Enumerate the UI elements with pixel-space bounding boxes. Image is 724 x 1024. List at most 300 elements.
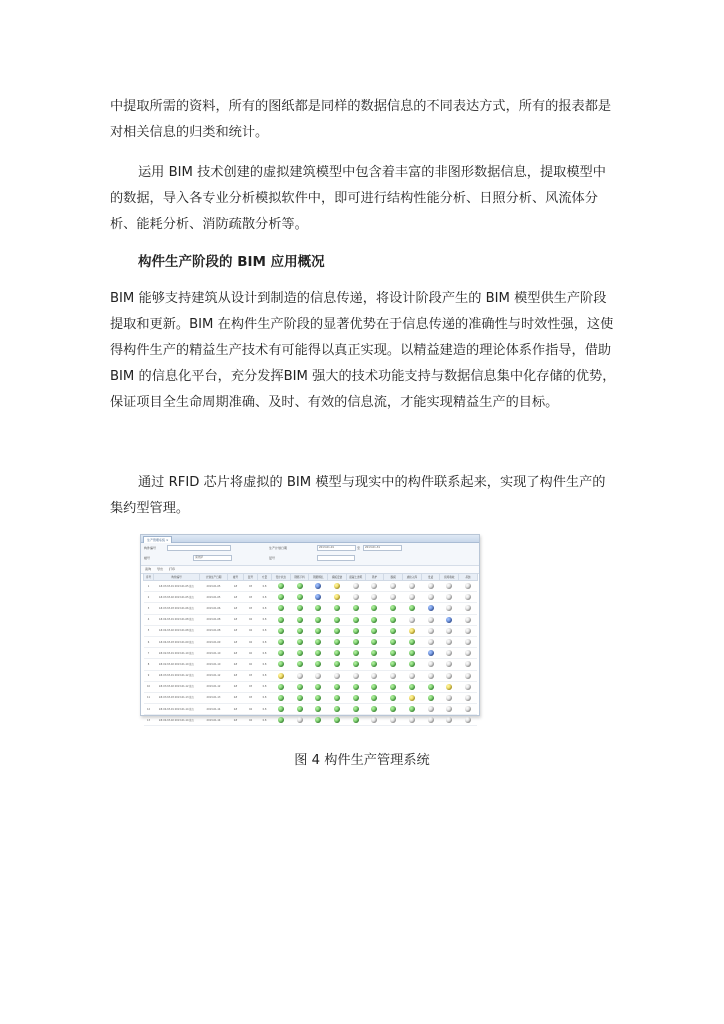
export-button[interactable]: 导出 [157,567,164,571]
status-dot-icon[interactable] [278,695,284,701]
status-dot-icon[interactable] [390,695,396,701]
cell-status [290,592,309,603]
cell-no: 9 [144,670,154,681]
cell-status [459,581,478,592]
cell-status [290,581,309,592]
table-row[interactable] [144,581,478,592]
status-dot-icon[interactable] [297,639,303,645]
table-row[interactable] [144,592,478,603]
status-dot-icon[interactable] [371,650,377,656]
status-dot-icon[interactable] [334,650,340,656]
cell-status [384,692,403,703]
status-dot-icon[interactable] [334,661,340,667]
status-dot-icon[interactable] [446,628,452,634]
cell-no: 8 [144,659,154,670]
status-dot-icon[interactable] [371,706,377,712]
cell-bldg: 1# [228,603,244,614]
cell-vol: 0.8 [258,704,272,715]
status-dot-icon[interactable] [446,684,452,690]
status-dot-icon[interactable] [390,583,396,589]
cell-code: 2#-02-YZ-02 2013-01-10 批次 [154,659,200,670]
cell-status [309,681,328,692]
status-dot-icon[interactable] [353,695,359,701]
status-dot-icon[interactable] [465,628,471,634]
column-header[interactable]: 到场验收 [440,574,459,581]
status-dot-icon[interactable] [390,617,396,623]
cell-status [272,614,291,625]
status-dot-icon[interactable] [409,639,415,645]
cell-status [384,581,403,592]
status-dot-icon[interactable] [428,695,434,701]
status-dot-icon[interactable] [353,617,359,623]
status-dot-icon[interactable] [390,673,396,679]
column-header[interactable]: 发货 [421,574,440,581]
cell-floor: 04 [244,614,258,625]
status-dot-icon[interactable] [428,706,434,712]
cell-date: 2013-01-05 [200,592,228,603]
status-dot-icon[interactable] [371,617,377,623]
cell-no: 12 [144,704,154,715]
column-header[interactable]: 钢筋下料 [290,574,309,581]
status-dot-icon[interactable] [428,583,434,589]
cell-status [272,659,291,670]
cell-status [403,704,422,715]
cell-status [309,625,328,636]
column-header[interactable]: 养护 [365,574,384,581]
cell-status [309,648,328,659]
status-dot-icon[interactable] [297,650,303,656]
status-dot-icon[interactable] [446,717,452,723]
cell-status [421,704,440,715]
status-dot-icon[interactable] [278,650,284,656]
column-header[interactable]: 脱模 [384,574,403,581]
status-dot-icon[interactable] [465,639,471,645]
status-dot-icon[interactable] [334,684,340,690]
status-dot-icon[interactable] [371,684,377,690]
status-dot-icon[interactable] [428,673,434,679]
column-header[interactable]: 混凝土浇筑 [346,574,365,581]
status-dot-icon[interactable] [297,594,303,600]
cell-floor: 04 [244,625,258,636]
cell-status [309,715,328,726]
status-dot-icon[interactable] [334,717,340,723]
column-header[interactable]: 设计状态 [272,574,291,581]
status-dot-icon[interactable] [409,695,415,701]
status-dot-icon[interactable] [446,706,452,712]
cell-status [421,659,440,670]
cell-status [272,692,291,703]
cell-status [346,581,365,592]
status-dot-icon[interactable] [297,695,303,701]
cell-status [272,648,291,659]
table-row[interactable] [144,625,478,636]
status-dot-icon[interactable] [278,673,284,679]
cell-status [309,659,328,670]
cell-vol: 0.8 [258,625,272,636]
cell-status [403,715,422,726]
status-dot-icon[interactable] [278,684,284,690]
cell-status [421,715,440,726]
column-header[interactable]: 序号 [144,574,154,581]
table-row[interactable] [144,715,478,726]
table-row[interactable] [144,670,478,681]
cell-date: 2013-01-12 [200,681,228,692]
status-dot-icon[interactable] [371,605,377,611]
status-dot-icon[interactable] [409,661,415,667]
cell-no: 5 [144,625,154,636]
figure-caption: 图 4 构件生产管理系统 [294,753,430,768]
table-row[interactable] [144,603,478,614]
cell-code: 2#-03-YZ-01 2013-01-12 批次 [154,670,200,681]
status-dot-icon[interactable] [446,639,452,645]
cell-status [440,614,459,625]
cell-status [440,715,459,726]
status-dot-icon[interactable] [371,717,377,723]
status-dot-icon[interactable] [315,617,321,623]
cell-status [290,715,309,726]
cell-status [421,681,440,692]
cell-status [365,670,384,681]
cell-status [328,603,347,614]
cell-status [440,659,459,670]
status-dot-icon[interactable] [428,717,434,723]
cell-status [403,581,422,592]
cell-status [328,648,347,659]
cell-status [421,625,440,636]
column-header[interactable]: 楼号 [228,574,244,581]
status-dot-icon[interactable] [315,594,321,600]
status-dot-icon[interactable] [409,717,415,723]
paragraph-1: 中提取所需的资料，所有的图纸都是同样的数据信息的不同表达方式，所有的报表都是对相关信息的归类和统计。 [110,99,612,140]
cell-status [290,603,309,614]
cell-status [421,692,440,703]
status-dot-icon[interactable] [465,594,471,600]
status-dot-icon[interactable] [371,583,377,589]
status-dot-icon[interactable] [315,717,321,723]
cell-status [384,648,403,659]
cell-status [290,625,309,636]
status-dot-icon[interactable] [353,661,359,667]
cell-status [403,625,422,636]
status-dot-icon[interactable] [297,717,303,723]
status-dot-icon[interactable] [428,650,434,656]
table-row[interactable] [144,692,478,703]
cell-status [440,636,459,647]
cell-floor: 03 [244,681,258,692]
code-input[interactable] [167,545,231,551]
status-dot-icon[interactable] [278,628,284,634]
cell-floor: 03 [244,581,258,592]
status-dot-icon[interactable] [409,650,415,656]
status-dot-icon[interactable] [390,717,396,723]
status-dot-icon[interactable] [315,661,321,667]
cell-status [459,636,478,647]
cell-vol: 0.8 [258,603,272,614]
status-dot-icon[interactable] [297,661,303,667]
status-dot-icon[interactable] [371,695,377,701]
status-dot-icon[interactable] [465,673,471,679]
cell-bldg: 1# [228,636,244,647]
cell-no: 10 [144,681,154,692]
status-dot-icon[interactable] [353,594,359,600]
status-dot-icon[interactable] [465,706,471,712]
filter-panel [141,543,479,566]
status-dot-icon[interactable] [278,583,284,589]
status-dot-icon[interactable] [315,706,321,712]
status-dot-icon[interactable] [409,706,415,712]
cell-status [365,648,384,659]
status-dot-icon[interactable] [390,706,396,712]
cell-status [384,614,403,625]
print-button[interactable]: 打印 [169,567,176,571]
status-dot-icon[interactable] [353,706,359,712]
cell-status [365,614,384,625]
cell-status [328,670,347,681]
cell-status [346,592,365,603]
status-dot-icon[interactable] [465,617,471,623]
date-to-input[interactable]: 2013-01-31 [363,545,402,551]
cell-status [272,636,291,647]
status-dot-icon[interactable] [315,695,321,701]
cell-vol: 0.8 [258,648,272,659]
cell-status [421,670,440,681]
cell-status [421,614,440,625]
cell-status [309,592,328,603]
cell-bldg: 1# [228,614,244,625]
status-dot-icon[interactable] [371,639,377,645]
status-dot-icon[interactable] [353,639,359,645]
status-dot-icon[interactable] [428,639,434,645]
column-header[interactable]: 钢筋绑扎 [309,574,328,581]
status-dot-icon[interactable] [278,661,284,667]
cell-no: 3 [144,603,154,614]
cell-bldg: 2# [228,648,244,659]
cell-code: 2#-03-YZ-03 2013-01-13 批次 [154,692,200,703]
cell-status [346,692,365,703]
status-dot-icon[interactable] [446,673,452,679]
status-dot-icon[interactable] [315,650,321,656]
status-dot-icon[interactable] [428,628,434,634]
status-dot-icon[interactable] [390,650,396,656]
status-dot-icon[interactable] [428,594,434,600]
date-from-input[interactable]: 2013-01-01 [317,545,356,551]
cell-status [328,625,347,636]
status-dot-icon[interactable] [278,617,284,623]
cell-date: 2013-01-14 [200,704,228,715]
cell-status [440,603,459,614]
status-dot-icon[interactable] [353,605,359,611]
status-dot-icon[interactable] [371,673,377,679]
status-dot-icon[interactable] [371,628,377,634]
column-header[interactable]: 模板安装 [328,574,347,581]
status-dot-icon[interactable] [297,706,303,712]
cell-status [309,603,328,614]
status-dot-icon[interactable] [315,684,321,690]
status-dot-icon[interactable] [334,583,340,589]
cell-code: 1#-04-YZ-02 2013-01-08 批次 [154,625,200,636]
status-dot-icon[interactable] [465,661,471,667]
cell-date: 2013-01-12 [200,670,228,681]
cell-status [309,581,328,592]
status-dot-icon[interactable] [390,661,396,667]
cell-code: 2#-04-YZ-02 2013-01-14 批次 [154,715,200,726]
status-dot-icon[interactable] [428,617,434,623]
cell-status [328,636,347,647]
status-dot-icon[interactable] [409,684,415,690]
cell-status [384,704,403,715]
status-dot-icon[interactable] [315,639,321,645]
status-dot-icon[interactable] [465,650,471,656]
status-dot-icon[interactable] [409,594,415,600]
floor-input[interactable] [317,555,355,561]
status-dot-icon[interactable] [446,695,452,701]
cell-bldg: 2# [228,704,244,715]
cell-status [365,636,384,647]
status-dot-icon[interactable] [353,650,359,656]
status-dot-icon[interactable] [371,594,377,600]
status-dot-icon[interactable] [446,617,452,623]
status-dot-icon[interactable] [446,583,452,589]
column-header[interactable]: 构件编号 [154,574,200,581]
status-dot-icon[interactable] [409,583,415,589]
status-dot-icon[interactable] [278,639,284,645]
cell-status [346,670,365,681]
cell-status [309,636,328,647]
cell-status [440,692,459,703]
section-heading: 构件生产阶段的 BIM 应用概况 [138,254,325,270]
status-dot-icon[interactable] [465,583,471,589]
status-dot-icon[interactable] [428,661,434,667]
status-dot-icon[interactable] [371,661,377,667]
status-dot-icon[interactable] [353,583,359,589]
status-dot-icon[interactable] [465,695,471,701]
status-dot-icon[interactable] [334,617,340,623]
status-dot-icon[interactable] [446,650,452,656]
query-button[interactable]: 查询 [145,567,152,571]
cell-status [309,614,328,625]
status-dot-icon[interactable] [390,605,396,611]
window-tab[interactable]: 生产管理系统 × [143,536,172,543]
column-header[interactable]: 层号 [244,574,258,581]
status-dot-icon[interactable] [315,583,321,589]
status-dot-icon[interactable] [390,594,396,600]
column-header[interactable]: 方量 [258,574,272,581]
production-grid [143,573,478,726]
status-dot-icon[interactable] [334,639,340,645]
building-select[interactable]: 请选择 [193,555,232,561]
table-row[interactable] [144,681,478,692]
table-row[interactable] [144,704,478,715]
status-dot-icon[interactable] [353,628,359,634]
status-dot-icon[interactable] [390,628,396,634]
cell-status [346,659,365,670]
status-dot-icon[interactable] [390,639,396,645]
status-dot-icon[interactable] [446,605,452,611]
column-header[interactable]: 计划生产日期 [200,574,228,581]
status-dot-icon[interactable] [297,617,303,623]
status-dot-icon[interactable] [297,684,303,690]
cell-date: 2013-01-08 [200,614,228,625]
table-row[interactable] [144,659,478,670]
status-dot-icon[interactable] [409,605,415,611]
cell-status [403,603,422,614]
cell-status [365,603,384,614]
cell-status [272,581,291,592]
cell-floor: 04 [244,704,258,715]
cell-date: 2013-01-08 [200,625,228,636]
cell-status [459,681,478,692]
status-dot-icon[interactable] [315,673,321,679]
cell-status [309,704,328,715]
status-dot-icon[interactable] [278,706,284,712]
date-separator: 至 [357,546,361,550]
table-row[interactable] [144,648,478,659]
table-row[interactable] [144,636,478,647]
status-dot-icon[interactable] [428,605,434,611]
cell-status [403,692,422,703]
column-header[interactable]: 质检入库 [403,574,422,581]
cell-bldg: 2# [228,670,244,681]
status-dot-icon[interactable] [334,605,340,611]
status-dot-icon[interactable] [465,717,471,723]
status-dot-icon[interactable] [409,628,415,634]
cell-status [459,625,478,636]
status-dot-icon[interactable] [315,605,321,611]
status-dot-icon[interactable] [278,594,284,600]
cell-date: 2013-01-10 [200,659,228,670]
cell-bldg: 2# [228,715,244,726]
status-dot-icon[interactable] [465,605,471,611]
status-dot-icon[interactable] [278,717,284,723]
cell-status [459,614,478,625]
status-dot-icon[interactable] [465,684,471,690]
cell-no: 13 [144,715,154,726]
status-dot-icon[interactable] [446,594,452,600]
cell-date: 2013-01-14 [200,715,228,726]
status-dot-icon[interactable] [315,628,321,634]
window-titlebar [141,535,479,543]
production-system-screenshot [140,534,480,722]
status-dot-icon[interactable] [353,684,359,690]
status-dot-icon[interactable] [278,605,284,611]
status-dot-icon[interactable] [334,673,340,679]
status-dot-icon[interactable] [390,684,396,690]
status-dot-icon[interactable] [297,628,303,634]
status-dot-icon[interactable] [446,661,452,667]
status-dot-icon[interactable] [428,684,434,690]
filter-label-building: 楼号 [144,556,151,560]
cell-status [459,704,478,715]
status-dot-icon[interactable] [334,706,340,712]
cell-status [459,692,478,703]
cell-no: 11 [144,692,154,703]
status-dot-icon[interactable] [334,594,340,600]
paragraph-4: 通过 RFID 芯片将虚拟的 BIM 模型与现实中的构件联系起来，实现了构件生产的集约型管理。 [110,475,606,516]
status-dot-icon[interactable] [353,673,359,679]
status-dot-icon[interactable] [334,628,340,634]
status-dot-icon[interactable] [297,583,303,589]
status-dot-icon[interactable] [409,617,415,623]
status-dot-icon[interactable] [334,695,340,701]
cell-status [365,704,384,715]
column-header[interactable]: 吊装 [459,574,478,581]
table-row[interactable] [144,614,478,625]
status-dot-icon[interactable] [353,717,359,723]
status-dot-icon[interactable] [297,605,303,611]
cell-floor: 02 [244,648,258,659]
status-dot-icon[interactable] [409,673,415,679]
status-dot-icon[interactable] [297,673,303,679]
